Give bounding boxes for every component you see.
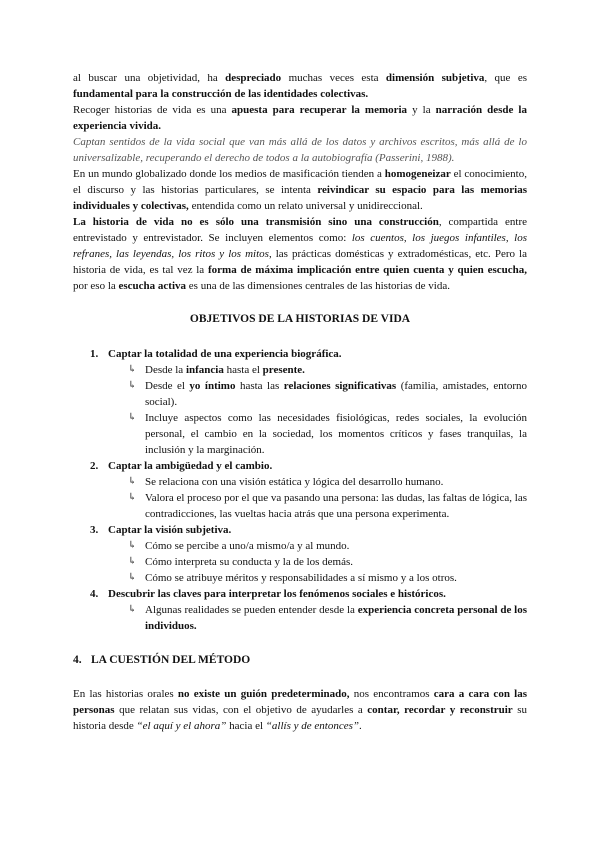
sub-item xyxy=(108,570,527,586)
arrow-bullet-icon: ↳ xyxy=(128,492,137,503)
sub-list xyxy=(108,538,527,586)
sub-item xyxy=(108,474,527,490)
sub-list xyxy=(108,602,527,634)
text-run: . xyxy=(358,720,362,732)
text-run: Algunas realidades se pueden entender desde la xyxy=(145,604,358,616)
section-title: LA CUESTIÓN DEL MÉTODO xyxy=(91,654,251,666)
text-run: al buscar una objetividad, ha xyxy=(73,72,226,84)
text-run: muchas veces esta xyxy=(281,72,386,84)
text-run: y la xyxy=(407,104,436,116)
arrow-bullet-icon: ↳ xyxy=(128,540,137,551)
bold-run: presente. xyxy=(262,364,305,376)
italic-run: “el aquí y el ahora” xyxy=(136,720,227,732)
sub-item xyxy=(108,554,527,570)
text-run: por eso la xyxy=(73,280,119,292)
text-run: Cómo se atribuye méritos y responsabilidades a sí mismo y a los otros. xyxy=(145,572,457,584)
italic-run: “allís y de entonces” xyxy=(265,720,359,732)
objectives-heading: OBJETIVOS DE LA HISTORIAS DE VIDA xyxy=(189,313,411,325)
text-run: entendida como un relato universal y unidireccional. xyxy=(188,200,423,212)
objective-number: 4. xyxy=(90,588,99,600)
bold-run: La historia de vida no es sólo una transmisión sino una construcción xyxy=(73,216,439,228)
arrow-bullet-icon: ↳ xyxy=(128,412,137,423)
objective-title: Captar la ambigüedad y el cambio. xyxy=(108,460,273,472)
bold-run: dimensión subjetiva xyxy=(385,72,485,84)
bold-run: homogeneizar xyxy=(384,168,451,180)
objective-item xyxy=(73,458,527,522)
section-heading-method xyxy=(73,652,527,668)
bold-run: reivindicar su espacio para las memorias individuales y colectivas, xyxy=(73,184,528,212)
paragraph-globalized-world xyxy=(73,166,527,214)
quote-passerini: Captan sentidos de la vida social que van más allá de los datos y archivos escritos, más allá de lo universalizable, recuperando el derecho de todos a la autobiografía (Passerini, 1988). xyxy=(73,136,527,164)
sub-item xyxy=(108,490,527,522)
text-run: Incluye aspectos como las necesidades fisiológicas, redes sociales, la evolución personal, el cambio en la sociedad, los momentos críticos y fases tranquilas, la inclusión y la marginación. xyxy=(145,412,527,456)
objective-item xyxy=(73,586,527,634)
objective-item xyxy=(73,522,527,586)
text-run: Cómo se percibe a uno/a mismo/a y al mundo. xyxy=(145,540,350,552)
arrow-bullet-icon: ↳ xyxy=(128,380,137,391)
section-number: 4. xyxy=(73,654,82,666)
objective-item xyxy=(73,346,527,458)
bold-run: yo íntimo xyxy=(189,380,236,392)
paragraph-oral-histories xyxy=(73,686,527,734)
bold-run: infancia xyxy=(185,364,224,376)
bold-run: cara a cara con las personas xyxy=(73,688,527,716)
sub-item xyxy=(108,538,527,554)
sub-item xyxy=(108,378,527,410)
text-run: Desde la xyxy=(145,364,186,376)
text-run: nos encontramos xyxy=(349,688,434,700)
text-run: En un mundo globalizado donde los medios de masificación tienden a xyxy=(73,168,385,180)
paragraph-memory xyxy=(73,102,527,134)
objectives-list xyxy=(73,346,527,634)
arrow-bullet-icon: ↳ xyxy=(128,364,137,375)
text-run: hasta las xyxy=(235,380,284,392)
bold-run: escucha activa xyxy=(118,280,187,292)
document-page xyxy=(73,70,527,734)
sub-list xyxy=(108,362,527,458)
bold-run: no existe un guión predeterminado, xyxy=(177,688,350,700)
text-run: su historia desde xyxy=(73,704,527,732)
objective-number: 2. xyxy=(90,460,99,472)
bold-run: despreciado xyxy=(225,72,282,84)
bold-run: fundamental para la construcción de las identidades colectivas. xyxy=(73,88,369,100)
arrow-bullet-icon: ↳ xyxy=(128,556,137,567)
text-run: Desde el xyxy=(145,380,190,392)
sub-list xyxy=(108,474,527,522)
text-run: Recoger historias de vida es una xyxy=(73,104,232,116)
objective-title: Captar la totalidad de una experiencia biográfica. xyxy=(108,348,342,360)
objective-number: 1. xyxy=(90,348,99,360)
bold-run: apuesta para recuperar la memoria xyxy=(231,104,408,116)
objective-title: Descubrir las claves para interpretar los fenómenos sociales e históricos. xyxy=(108,588,446,600)
text-run: , que es xyxy=(484,72,528,84)
text-run: En las historias orales xyxy=(73,688,178,700)
sub-item xyxy=(108,410,527,458)
text-run: Cómo interpreta su conducta y la de los demás. xyxy=(145,556,354,568)
text-run: hasta el xyxy=(223,364,263,376)
objective-title: Captar la visión subjetiva. xyxy=(108,524,232,536)
bold-run: relaciones significativas xyxy=(283,380,397,392)
arrow-bullet-icon: ↳ xyxy=(128,476,137,487)
text-run: (familia, amistades, entorno social). xyxy=(145,380,527,408)
paragraph-construction xyxy=(73,214,527,294)
arrow-bullet-icon: ↳ xyxy=(128,572,137,583)
objective-number: 3. xyxy=(90,524,99,536)
bold-run: contar, recordar y reconstruir xyxy=(367,704,513,716)
arrow-bullet-icon: ↳ xyxy=(128,604,137,615)
paragraph-subjectivity xyxy=(73,70,527,102)
italic-run: los cuentos, los juegos infantiles, los refranes, las leyendas, los ritos y los mitos xyxy=(73,232,528,260)
sub-item xyxy=(108,362,527,378)
text-run: Valora el proceso por el que va pasando una persona: las dudas, las faltas de lógica, las contradicciones, las vueltas hacia atrás que una persona experimenta. xyxy=(145,492,527,520)
text-run: hacia el xyxy=(226,720,266,732)
text-run: es una de las dimensiones centrales de las historias de vida. xyxy=(186,280,450,292)
text-run: que relatan sus vidas, con el objetivo de ayudarles a xyxy=(114,704,368,716)
text-run: , compartida entre entrevistado y entrevistador. Se incluyen elementos como: xyxy=(73,216,527,244)
text-run: el conocimiento, el discurso y las historias particulares, se intenta xyxy=(73,168,527,196)
bold-run: experiencia concreta personal de los individuos. xyxy=(145,604,528,632)
text-run: , las prácticas domésticas y extradomésticas, etc. Pero la historia de vida, es tal vez la xyxy=(73,248,527,276)
sub-item xyxy=(108,602,527,634)
bold-run: narración desde la experiencia vivida. xyxy=(73,104,527,132)
text-run: Se relaciona con una visión estática y lógica del desarrollo humano. xyxy=(145,476,444,488)
bold-run: forma de máxima implicación entre quien cuenta y quien escucha, xyxy=(207,264,527,276)
